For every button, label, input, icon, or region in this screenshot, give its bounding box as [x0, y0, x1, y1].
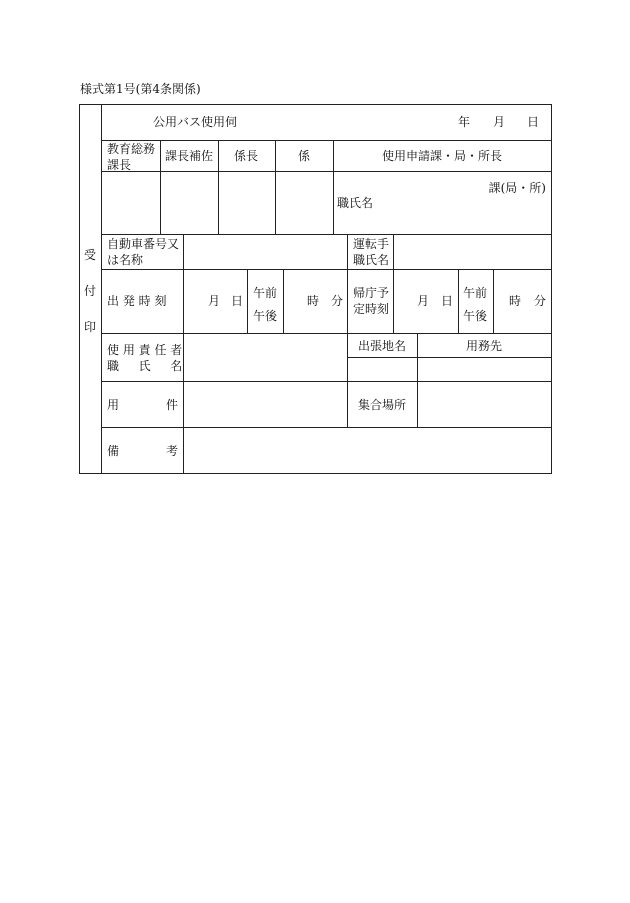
grid-line [160, 140, 161, 234]
departure-hour-label: 時 [306, 294, 320, 308]
grid-line [101, 140, 552, 141]
grid-line [393, 234, 394, 269]
return-am-label: 午前 [462, 286, 488, 300]
meeting-place-label: 集合場所 [357, 398, 407, 412]
errand-label-b: 件 [165, 398, 178, 412]
return-month-label: 月 [416, 294, 430, 308]
approval-kyoiku-somu-kacho: 教育総務課長 [107, 142, 156, 172]
grid-line [101, 104, 102, 474]
return-hour-label: 時 [508, 294, 522, 308]
destination-label: 出張地名 [357, 339, 407, 353]
return-pm-label: 午後 [462, 309, 488, 323]
grid-line [101, 381, 552, 382]
grid-line [347, 269, 348, 333]
grid-line [101, 171, 552, 172]
date-day-label: 日 [526, 115, 540, 129]
form-number-caption: 様式第1号(第4条関係) [80, 82, 201, 96]
approval-applicant-dept: 使用申請課・局・所長 [381, 149, 503, 163]
return-day-label: 日 [440, 294, 454, 308]
approval-kakari: 係 [297, 149, 311, 163]
grid-line [283, 269, 284, 333]
driver-label: 運転手職氏名 [353, 237, 390, 267]
remarks-label-a: 備 [107, 444, 120, 458]
applicant-title-name-label: 職氏名 [337, 196, 374, 210]
departure-month-label: 月 [207, 294, 221, 308]
grid-line [417, 333, 418, 427]
grid-line [101, 427, 552, 428]
departure-pm-label: 午後 [252, 309, 278, 323]
stamp-char-uke: 受 [83, 248, 96, 262]
date-month-label: 月 [492, 115, 506, 129]
grid-line [101, 269, 552, 270]
vehicle-label: 自動車番号又は名称 [107, 237, 180, 267]
departure-day-label: 日 [230, 294, 244, 308]
departure-minute-label: 分 [330, 294, 344, 308]
applicant-dept-suffix: 課(局・所) [488, 181, 546, 195]
remarks-label-b: 考 [165, 444, 178, 458]
stamp-char-in: 印 [83, 320, 96, 334]
grid-line [493, 269, 494, 333]
responsible-label-line2: 職 氏 名 [107, 359, 183, 373]
departure-time-label: 出 発 時 刻 [107, 294, 167, 308]
form-title: 公用バス使用伺 [152, 115, 238, 129]
grid-line [218, 140, 219, 234]
responsible-label-line1: 使 用 責 任 者 [107, 343, 183, 357]
approval-kacho-hosa: 課長補佐 [164, 149, 214, 163]
grid-line [347, 234, 348, 269]
business-place-label: 用務先 [465, 339, 503, 353]
return-time-label: 帰庁予定時刻 [353, 286, 390, 316]
grid-line [347, 333, 348, 427]
date-year-label: 年 [457, 115, 471, 129]
approval-kakaricho: 係長 [233, 149, 259, 163]
stamp-char-tsuke: 付 [83, 284, 96, 298]
departure-am-label: 午前 [252, 286, 278, 300]
errand-label-a: 用 [107, 398, 120, 412]
grid-line [393, 269, 394, 333]
grid-line [247, 269, 248, 333]
grid-line [347, 357, 552, 358]
grid-line [101, 234, 552, 235]
return-minute-label: 分 [533, 294, 547, 308]
grid-line [101, 333, 552, 334]
grid-line [275, 140, 276, 234]
grid-line [333, 140, 334, 234]
grid-line [183, 234, 184, 474]
grid-line [458, 269, 459, 333]
